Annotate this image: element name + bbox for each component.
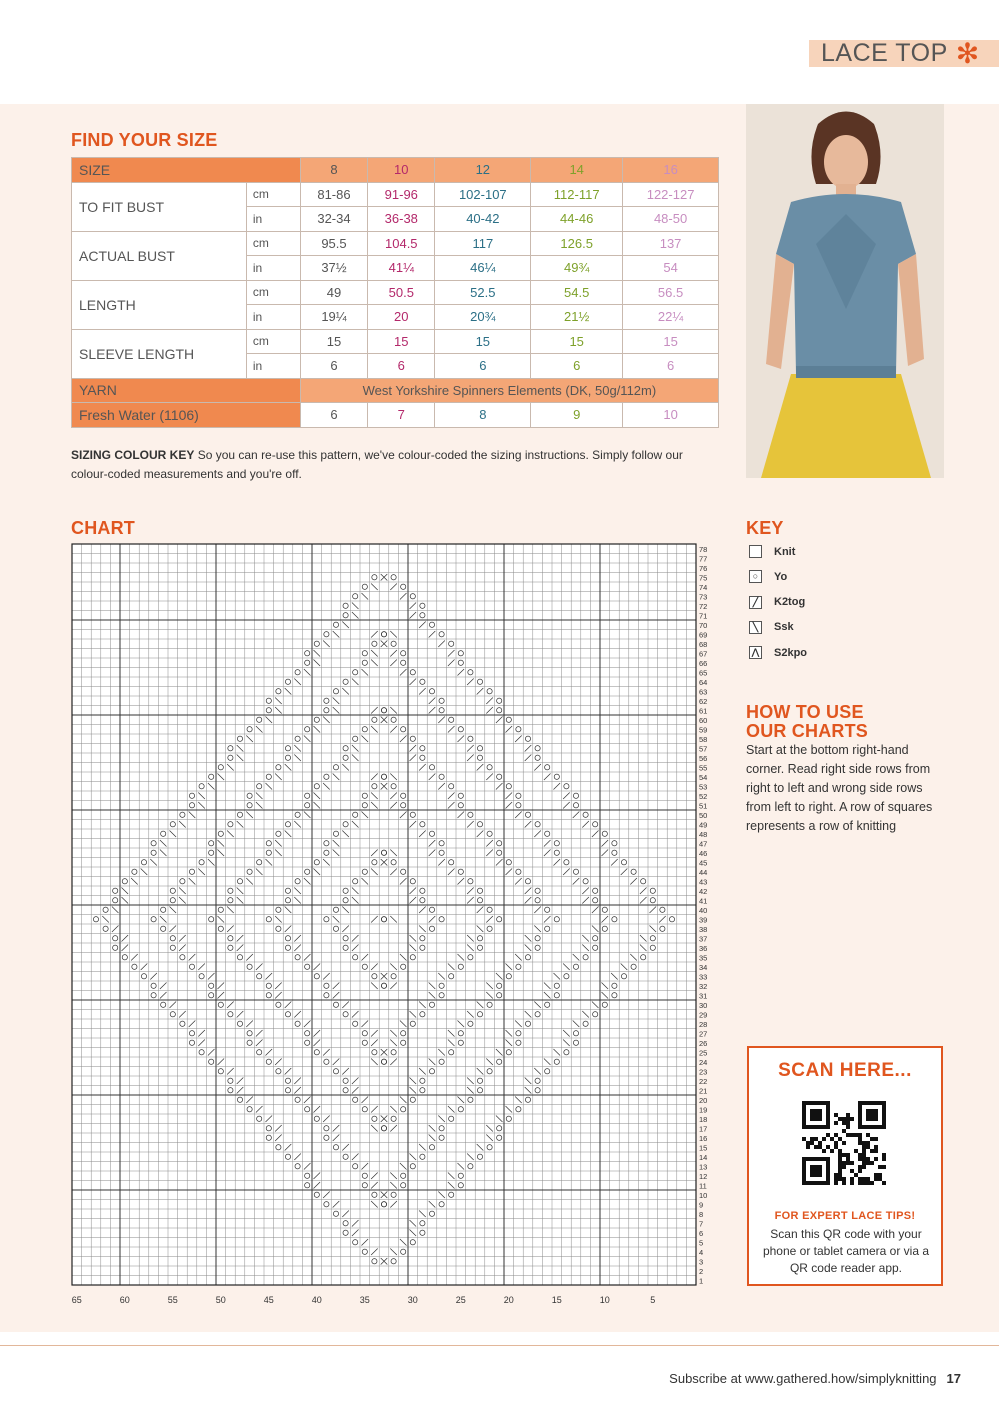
chart-row-number: 7: [699, 1219, 704, 1229]
model-photo: [746, 104, 944, 478]
chart-row-number: 78: [699, 545, 708, 554]
chart-row-number: 53: [699, 782, 708, 792]
measure-value: 6: [623, 354, 719, 379]
chart-row-number: 47: [699, 839, 708, 849]
slash-icon: ╱: [749, 596, 762, 609]
chart-row-number: 21: [699, 1086, 708, 1096]
key-heading: KEY: [746, 518, 784, 538]
chart-row-number: 18: [699, 1115, 708, 1124]
chart-row-number: 14: [699, 1153, 708, 1162]
chart-row-number: 10: [699, 1191, 708, 1200]
chart-row-number: 8: [699, 1210, 704, 1219]
chart-row-number: 2: [699, 1267, 704, 1276]
find-your-size-heading: FIND YOUR SIZE: [71, 130, 218, 150]
key-label: K2tog: [774, 596, 806, 609]
unit-label: cm: [246, 329, 300, 354]
measure-value: 20¾: [435, 305, 531, 330]
chart-x-label: 10: [599, 1295, 610, 1305]
unit-label: in: [246, 305, 300, 330]
chart-x-label: 30: [407, 1295, 418, 1305]
chart-row-number: 22: [699, 1077, 708, 1086]
yarn-balls: 7: [368, 403, 435, 428]
measure-value: 20: [368, 305, 435, 330]
yarn-colour-label: Fresh Water (1106): [72, 403, 301, 428]
unit-label: cm: [246, 182, 300, 207]
star-icon: ✻: [955, 37, 980, 69]
unit-label: cm: [246, 280, 300, 305]
measure-value: 117: [435, 231, 531, 256]
chart-row-number: 46: [699, 849, 708, 858]
measure-value: 54.5: [531, 280, 623, 305]
chart-row-number: 40: [699, 906, 708, 915]
chart-row-number: 36: [699, 944, 708, 953]
sizing-key-text: So you can re-use this pattern, we've colour-coded the sizing instructions. Simply follow our colour-coded measurements and you're off.: [71, 448, 683, 481]
key-label: Knit: [774, 545, 796, 558]
chart-x-label: 20: [503, 1295, 514, 1305]
unit-label: in: [246, 207, 300, 232]
caret-icon: ⋀: [749, 646, 762, 659]
measure-label: LENGTH: [72, 280, 247, 329]
chart-x-label: 25: [455, 1295, 466, 1305]
measure-value: 122-127: [623, 182, 719, 207]
chart-row-number: 37: [699, 934, 708, 944]
chart-row-number: 58: [699, 735, 708, 744]
scan-title: SCAN HERE...: [778, 1060, 912, 1081]
measure-value: 15: [300, 329, 367, 354]
chart-row-number: 4: [699, 1248, 704, 1257]
page-number: 17: [946, 1371, 961, 1386]
measure-value: 104.5: [368, 231, 435, 256]
chart-row-number: 71: [699, 611, 708, 621]
chart-row-number: 9: [699, 1200, 704, 1210]
sizing-colour-key: [71, 446, 711, 484]
measure-value: 6: [531, 354, 623, 379]
chart-row-number: 56: [699, 754, 708, 763]
chart-x-label: 50: [215, 1295, 226, 1305]
key-item: [749, 646, 807, 659]
measure-value: 15: [368, 329, 435, 354]
scan-subtitle: FOR EXPERT LACE TIPS!: [774, 1210, 916, 1222]
chart-row-number: 67: [699, 649, 708, 659]
unit-label: in: [246, 354, 300, 379]
chart-row-number: 19: [699, 1105, 708, 1115]
how-to-heading-line: OUR CHARTS: [746, 721, 868, 741]
chart-row-number: 27: [699, 1029, 708, 1039]
measure-value: 46¼: [435, 256, 531, 281]
chart-row-number: 77: [699, 554, 708, 564]
circle-icon: ○: [749, 570, 762, 583]
size-header: 12: [435, 158, 531, 183]
chart-row-number: 3: [699, 1257, 704, 1267]
yarn-label: YARN: [72, 378, 301, 403]
chart-x-label: 45: [263, 1295, 274, 1305]
chart-row-number: 55: [699, 763, 708, 773]
key-item: [749, 621, 794, 634]
backslash-icon: ╲: [749, 621, 762, 634]
chart-row-number: 62: [699, 697, 708, 706]
key-item: [749, 570, 787, 583]
page-section-title: LACE TOP: [821, 39, 948, 67]
chart-row-number: 50: [699, 811, 708, 820]
measure-label: TO FIT BUST: [72, 182, 247, 231]
key-item: [749, 545, 795, 558]
chart-row-number: 24: [699, 1058, 708, 1067]
measure-value: 102-107: [435, 182, 531, 207]
chart-row-number: 60: [699, 716, 708, 725]
measure-value: 54: [623, 256, 719, 281]
measure-value: 19¼: [300, 305, 367, 330]
chart-row-number: 51: [699, 801, 708, 811]
chart-row-number: 48: [699, 830, 708, 839]
measure-value: 15: [435, 329, 531, 354]
measure-value: 21½: [531, 305, 623, 330]
yarn-name: West Yorkshire Spinners Elements (DK, 50g/112m): [300, 378, 718, 403]
chart-row-number: 66: [699, 659, 708, 668]
chart-row-number: 39: [699, 915, 708, 925]
chart-row-number: 33: [699, 972, 708, 982]
size-header: 10: [368, 158, 435, 183]
measure-value: 40-42: [435, 207, 531, 232]
footer-rule: [0, 1345, 999, 1346]
size-label: SIZE: [72, 158, 301, 183]
chart-row-number: 41: [699, 896, 708, 906]
measure-value: 91-96: [368, 182, 435, 207]
yarn-balls: 8: [435, 403, 531, 428]
chart-grid: [71, 543, 711, 1288]
scan-box: [747, 1046, 943, 1286]
chart-row-number: 72: [699, 602, 708, 611]
chart-heading: CHART: [71, 518, 135, 538]
how-to-heading: [746, 703, 868, 741]
measure-value: 37½: [300, 256, 367, 281]
chart-x-label: 35: [359, 1295, 370, 1305]
footer: [669, 1371, 961, 1386]
chart-row-number: 69: [699, 630, 708, 640]
scan-body: Scan this QR code with your phone or tablet camera or via a QR code reader app.: [762, 1227, 930, 1275]
chart-row-number: 5: [699, 1238, 704, 1248]
unit-label: in: [246, 256, 300, 281]
measure-value: 126.5: [531, 231, 623, 256]
chart-row-number: 17: [699, 1124, 708, 1134]
unit-label: cm: [246, 231, 300, 256]
size-table: [71, 157, 719, 428]
knitting-chart: [71, 543, 711, 1293]
chart-row-number: 59: [699, 725, 708, 735]
key-item: [749, 596, 805, 609]
chart-x-label: 15: [551, 1295, 562, 1305]
chart-row-number: 35: [699, 953, 708, 963]
key-label: S2kpo: [774, 646, 808, 659]
size-header: 8: [300, 158, 367, 183]
chart-row-number: 23: [699, 1067, 708, 1077]
chart-row-number: 57: [699, 744, 708, 754]
chart-row-number: 68: [699, 640, 708, 649]
chart-row-number: 11: [699, 1181, 707, 1191]
chart-row-number: 26: [699, 1039, 708, 1048]
size-header: 16: [623, 158, 719, 183]
chart-row-number: 70: [699, 621, 708, 630]
chart-row-number: 44: [699, 868, 708, 877]
measure-label: SLEEVE LENGTH: [72, 329, 247, 378]
chart-x-label: 55: [167, 1295, 178, 1305]
chart-row-number: 65: [699, 668, 708, 678]
measure-value: 22¼: [623, 305, 719, 330]
chart-row-number: 12: [699, 1172, 708, 1181]
qr-code-icon[interactable]: [802, 1101, 886, 1190]
chart-row-number: 42: [699, 887, 708, 896]
chart-row-number: 32: [699, 982, 708, 991]
yarn-balls: 6: [300, 403, 367, 428]
chart-x-label: 5: [650, 1295, 656, 1305]
measure-value: 32-34: [300, 207, 367, 232]
measure-value: 137: [623, 231, 719, 256]
chart-row-number: 25: [699, 1048, 708, 1058]
measure-value: 56.5: [623, 280, 719, 305]
measure-value: 36-38: [368, 207, 435, 232]
chart-row-number: 43: [699, 877, 708, 887]
chart-row-number: 34: [699, 963, 708, 972]
chart-row-number: 29: [699, 1010, 708, 1020]
chart-row-number: 73: [699, 592, 708, 602]
key-label: Ssk: [774, 621, 794, 634]
chart-x-label: 60: [119, 1295, 130, 1305]
chart-row-number: 38: [699, 925, 708, 934]
yarn-balls: 9: [531, 403, 623, 428]
chart-row-number: 76: [699, 564, 708, 573]
chart-row-number: 52: [699, 792, 708, 801]
chart-row-number: 13: [699, 1162, 708, 1172]
chart-x-label: 65: [71, 1295, 82, 1305]
sizing-key-title: SIZING COLOUR KEY: [71, 448, 195, 462]
chart-row-number: 6: [699, 1229, 704, 1238]
chart-row-number: 20: [699, 1096, 708, 1105]
chart-row-number: 54: [699, 773, 708, 782]
chart-x-axis: [71, 1295, 711, 1309]
how-to-body: Start at the bottom right-hand corner. Read right side rows from right to left and wrong side rows from left to right. A row of squares represents a row of knitting: [746, 743, 933, 833]
chart-row-number: 30: [699, 1001, 708, 1010]
measure-value: 95.5: [300, 231, 367, 256]
measure-value: 41¼: [368, 256, 435, 281]
chart-row-number: 15: [699, 1143, 708, 1153]
measure-value: 49¾: [531, 256, 623, 281]
measure-value: 6: [368, 354, 435, 379]
chart-row-number: 75: [699, 573, 708, 583]
empty-square-icon: [749, 545, 762, 558]
measure-value: 44-46: [531, 207, 623, 232]
measure-value: 6: [300, 354, 367, 379]
measure-value: 6: [435, 354, 531, 379]
yarn-balls: 10: [623, 403, 719, 428]
measure-value: 15: [531, 329, 623, 354]
measure-value: 49: [300, 280, 367, 305]
chart-row-number: 74: [699, 583, 708, 592]
chart-row-number: 63: [699, 687, 708, 697]
chart-row-number: 28: [699, 1020, 708, 1029]
subscribe-link[interactable]: Subscribe at www.gathered.how/simplyknitting: [669, 1371, 937, 1386]
chart-row-number: 16: [699, 1134, 708, 1143]
chart-row-number: 49: [699, 820, 708, 830]
chart-row-number: 64: [699, 678, 708, 687]
chart-row-number: 31: [699, 991, 708, 1001]
how-to-heading-line: HOW TO USE: [746, 702, 864, 722]
measure-value: 81-86: [300, 182, 367, 207]
measure-value: 15: [623, 329, 719, 354]
header-tag: [809, 37, 999, 69]
chart-row-number: 61: [699, 706, 708, 716]
chart-row-number: 1: [699, 1276, 704, 1286]
measure-label: ACTUAL BUST: [72, 231, 247, 280]
measure-value: 112-117: [531, 182, 623, 207]
chart-x-label: 40: [311, 1295, 322, 1305]
measure-value: 48-50: [623, 207, 719, 232]
chart-row-number: 45: [699, 858, 708, 868]
measure-value: 52.5: [435, 280, 531, 305]
size-header: 14: [531, 158, 623, 183]
measure-value: 50.5: [368, 280, 435, 305]
key-label: Yo: [774, 570, 788, 583]
